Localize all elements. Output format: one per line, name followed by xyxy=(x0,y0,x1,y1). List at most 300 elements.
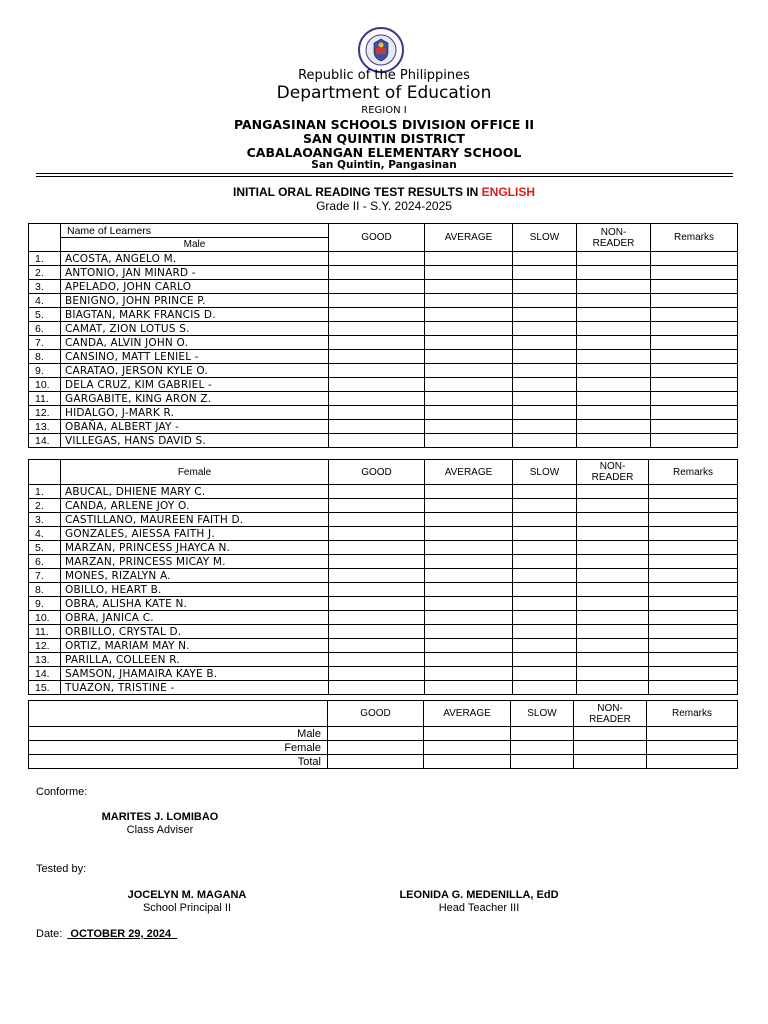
remarks-cell xyxy=(651,294,738,308)
good-cell xyxy=(329,681,425,695)
average-header: AVERAGE xyxy=(425,224,513,252)
table-row xyxy=(29,499,738,513)
summary-row xyxy=(29,741,738,755)
date-row xyxy=(36,928,177,940)
non-reader-cell xyxy=(577,294,651,308)
slow-cell xyxy=(513,392,577,406)
average-header: AVERAGE xyxy=(425,460,513,485)
learner-name: CANSINO, MATT LENIEL - xyxy=(61,350,329,364)
average-cell xyxy=(425,667,513,681)
remarks-cell xyxy=(651,406,738,420)
table-row xyxy=(29,667,738,681)
table-row xyxy=(29,681,738,695)
average-cell xyxy=(425,294,513,308)
slow-cell xyxy=(513,420,577,434)
good-cell xyxy=(329,406,425,420)
good-cell xyxy=(329,350,425,364)
good-cell xyxy=(329,583,425,597)
average-cell xyxy=(425,597,513,611)
tested-by-label: Tested by: xyxy=(36,863,87,875)
non-reader-cell xyxy=(577,420,651,434)
good-header: GOOD xyxy=(329,224,425,252)
learner-name: ABUCAL, DHIENE MARY C. xyxy=(61,485,329,499)
slow-cell xyxy=(513,406,577,420)
non-reader-cell xyxy=(574,755,647,769)
good-cell xyxy=(328,741,424,755)
average-cell xyxy=(425,406,513,420)
table-row xyxy=(29,420,738,434)
table-row xyxy=(29,485,738,499)
good-cell xyxy=(329,611,425,625)
non-reader-cell xyxy=(577,392,651,406)
learner-name: VILLEGAS, HANS DAVID S. xyxy=(61,434,329,448)
learner-number: 7. xyxy=(29,336,61,350)
male-learners-table xyxy=(28,223,738,448)
remarks-cell xyxy=(649,597,738,611)
remarks-cell xyxy=(649,583,738,597)
good-cell xyxy=(329,392,425,406)
learner-number: 8. xyxy=(29,350,61,364)
remarks-header: Remarks xyxy=(647,701,738,727)
learner-number: 5. xyxy=(29,308,61,322)
header-divider-2 xyxy=(36,176,733,177)
learner-name: MARZAN, PRINCESS JHAYCA N. xyxy=(61,541,329,555)
learner-name: CANDA, ARLENE JOY O. xyxy=(61,499,329,513)
non-reader-cell xyxy=(577,308,651,322)
non-reader-cell xyxy=(574,741,647,755)
average-cell xyxy=(424,741,511,755)
good-cell xyxy=(329,485,425,499)
remarks-cell xyxy=(651,336,738,350)
good-cell xyxy=(329,378,425,392)
learner-number: 10. xyxy=(29,611,61,625)
principal-title: School Principal II xyxy=(142,902,232,914)
learner-number: 2. xyxy=(29,266,61,280)
learner-name: OBAÑA, ALBERT JAY - xyxy=(61,420,329,434)
non-reader-cell xyxy=(577,266,651,280)
average-cell xyxy=(425,513,513,527)
slow-cell xyxy=(513,583,577,597)
head-teacher-name: LEONIDA G. MEDENILLA, EdD xyxy=(399,889,559,901)
remarks-cell xyxy=(651,308,738,322)
header-blank xyxy=(29,460,61,485)
learner-name: OBRA, JANICA C. xyxy=(61,611,329,625)
non-reader-cell xyxy=(577,336,651,350)
remarks-cell xyxy=(647,727,738,741)
republic-label: Republic of the Philippines xyxy=(298,68,470,83)
learner-number: 12. xyxy=(29,406,61,420)
slow-cell xyxy=(513,513,577,527)
slow-header: SLOW xyxy=(511,701,574,727)
slow-cell xyxy=(513,569,577,583)
good-cell xyxy=(329,653,425,667)
slow-cell xyxy=(513,364,577,378)
remarks-cell xyxy=(651,252,738,266)
remarks-cell xyxy=(651,322,738,336)
good-cell xyxy=(329,527,425,541)
district-label: SAN QUINTIN DISTRICT xyxy=(303,131,465,146)
male-header: Male xyxy=(61,238,329,252)
non-reader-cell xyxy=(577,252,651,266)
school-label: CABALAOANGAN ELEMENTARY SCHOOL xyxy=(246,145,522,160)
learner-name: BENIGNO, JOHN PRINCE P. xyxy=(61,294,329,308)
non-reader-cell xyxy=(577,639,649,653)
table-row xyxy=(29,555,738,569)
summary-row-label: Male xyxy=(29,727,328,741)
header-divider xyxy=(36,173,733,174)
learner-number: 4. xyxy=(29,527,61,541)
summary-table xyxy=(28,700,738,769)
good-cell xyxy=(329,513,425,527)
slow-cell xyxy=(513,499,577,513)
good-cell xyxy=(329,280,425,294)
learner-number: 7. xyxy=(29,569,61,583)
slow-cell xyxy=(513,308,577,322)
remarks-cell xyxy=(649,569,738,583)
slow-cell xyxy=(513,681,577,695)
grade-sy-label: Grade II - S.Y. 2024-2025 xyxy=(316,199,452,213)
good-cell xyxy=(329,625,425,639)
learner-number: 11. xyxy=(29,625,61,639)
learner-name: OBILLO, HEART B. xyxy=(61,583,329,597)
learner-name: MONES, RIZALYN A. xyxy=(61,569,329,583)
learner-name: DELA CRUZ, KIM GABRIEL - xyxy=(61,378,329,392)
average-cell xyxy=(425,681,513,695)
average-cell xyxy=(425,653,513,667)
table-row xyxy=(29,280,738,294)
average-cell xyxy=(424,755,511,769)
learner-name: PARILLA, COLLEEN R. xyxy=(61,653,329,667)
non-reader-cell xyxy=(577,527,649,541)
slow-cell xyxy=(513,350,577,364)
remarks-cell xyxy=(649,485,738,499)
title-prefix: INITIAL ORAL READING TEST RESULTS IN xyxy=(232,185,482,199)
head-teacher-title: Head Teacher III xyxy=(438,902,520,914)
remarks-cell xyxy=(651,280,738,294)
remarks-cell xyxy=(649,625,738,639)
good-cell xyxy=(328,727,424,741)
good-cell xyxy=(329,499,425,513)
good-cell xyxy=(329,569,425,583)
learner-name: GONZALES, AIESSA FAITH J. xyxy=(61,527,329,541)
slow-cell xyxy=(513,266,577,280)
average-cell xyxy=(425,322,513,336)
adviser-name: MARITES J. LOMIBAO xyxy=(101,811,219,823)
slow-cell xyxy=(513,555,577,569)
slow-cell xyxy=(513,667,577,681)
table-row xyxy=(29,625,738,639)
learner-name: GARGABITE, KING ARON Z. xyxy=(61,392,329,406)
non-reader-cell xyxy=(577,667,649,681)
slow-cell xyxy=(513,252,577,266)
remarks-cell xyxy=(651,364,738,378)
non-reader-cell xyxy=(577,583,649,597)
learner-number: 13. xyxy=(29,420,61,434)
good-cell xyxy=(329,597,425,611)
average-cell xyxy=(425,583,513,597)
remarks-cell xyxy=(649,499,738,513)
average-cell xyxy=(425,527,513,541)
department-label: Department of Education xyxy=(276,83,492,103)
good-cell xyxy=(329,322,425,336)
good-cell xyxy=(329,541,425,555)
learner-name: SAMSON, JHAMAIRA KAYE B. xyxy=(61,667,329,681)
slow-cell xyxy=(511,741,574,755)
page-title xyxy=(0,185,768,199)
average-cell xyxy=(425,569,513,583)
address-label: San Quintin, Pangasinan xyxy=(311,159,457,171)
learner-number: 9. xyxy=(29,364,61,378)
slow-cell xyxy=(513,378,577,392)
average-cell xyxy=(425,378,513,392)
average-cell xyxy=(425,392,513,406)
non-reader-cell xyxy=(577,653,649,667)
learner-number: 8. xyxy=(29,583,61,597)
deped-seal-icon xyxy=(350,26,412,74)
slow-cell xyxy=(513,294,577,308)
principal-name: JOCELYN M. MAGANA xyxy=(127,889,247,901)
table-row xyxy=(29,583,738,597)
average-cell xyxy=(425,541,513,555)
learner-name: HIDALGO, J-MARK R. xyxy=(61,406,329,420)
good-cell xyxy=(329,252,425,266)
date-value xyxy=(67,928,177,940)
remarks-cell xyxy=(649,667,738,681)
non-reader-header: NON- READER xyxy=(577,460,649,485)
non-reader-cell xyxy=(577,322,651,336)
average-header: AVERAGE xyxy=(424,701,511,727)
good-cell xyxy=(329,364,425,378)
name-of-learners-header: Name of Learners xyxy=(61,224,329,238)
learner-number: 6. xyxy=(29,555,61,569)
non-reader-cell xyxy=(577,611,649,625)
remarks-cell xyxy=(651,392,738,406)
header-blank xyxy=(29,224,61,252)
learner-name: ANTONIO, JAN MINARD - xyxy=(61,266,329,280)
learner-number: 3. xyxy=(29,513,61,527)
table-row xyxy=(29,434,738,448)
slow-cell xyxy=(511,727,574,741)
average-cell xyxy=(425,266,513,280)
slow-header: SLOW xyxy=(513,460,577,485)
table-row xyxy=(29,322,738,336)
table-row xyxy=(29,378,738,392)
remarks-cell xyxy=(649,681,738,695)
remarks-cell xyxy=(651,434,738,448)
table-row xyxy=(29,639,738,653)
non-reader-cell xyxy=(577,541,649,555)
date-text: OCTOBER 29, 2024 xyxy=(70,928,172,940)
non-reader-cell xyxy=(577,364,651,378)
table-row xyxy=(29,653,738,667)
remarks-cell xyxy=(649,653,738,667)
good-cell xyxy=(329,639,425,653)
conforme-label: Conforme: xyxy=(36,786,88,798)
learner-number: 14. xyxy=(29,667,61,681)
remarks-cell xyxy=(651,266,738,280)
table-row xyxy=(29,611,738,625)
table-row xyxy=(29,392,738,406)
average-cell xyxy=(425,364,513,378)
region-label: REGION I xyxy=(361,105,407,116)
non-reader-cell xyxy=(577,434,651,448)
non-reader-cell xyxy=(577,499,649,513)
female-learners-table xyxy=(28,459,738,695)
good-cell xyxy=(329,336,425,350)
slow-cell xyxy=(511,755,574,769)
learner-name: ORTIZ, MARIAM MAY N. xyxy=(61,639,329,653)
learner-name: ACOSTA, ANGELO M. xyxy=(61,252,329,266)
remarks-cell xyxy=(651,420,738,434)
learner-number: 13. xyxy=(29,653,61,667)
learner-number: 2. xyxy=(29,499,61,513)
adviser-title: Class Adviser xyxy=(126,824,194,836)
table-row xyxy=(29,541,738,555)
average-cell xyxy=(425,280,513,294)
good-cell xyxy=(329,420,425,434)
average-cell xyxy=(425,499,513,513)
average-cell xyxy=(425,350,513,364)
remarks-header: Remarks xyxy=(649,460,738,485)
good-header: GOOD xyxy=(328,701,424,727)
average-cell xyxy=(425,252,513,266)
summary-row xyxy=(29,755,738,769)
date-label: Date: xyxy=(36,928,63,940)
average-cell xyxy=(425,625,513,639)
table-row xyxy=(29,513,738,527)
good-cell xyxy=(329,667,425,681)
non-reader-cell xyxy=(577,406,651,420)
non-reader-header: NON- READER xyxy=(574,701,647,727)
average-cell xyxy=(425,336,513,350)
learner-name: MARZAN, PRINCESS MICAY M. xyxy=(61,555,329,569)
average-cell xyxy=(425,555,513,569)
summary-row-label: Total xyxy=(29,755,328,769)
learner-name: CANDA, ALVIN JOHN O. xyxy=(61,336,329,350)
remarks-cell xyxy=(647,755,738,769)
slow-cell xyxy=(513,336,577,350)
learner-number: 1. xyxy=(29,485,61,499)
non-reader-cell xyxy=(577,350,651,364)
header-blank xyxy=(29,701,328,727)
non-reader-cell xyxy=(577,280,651,294)
average-cell xyxy=(425,308,513,322)
learner-number: 4. xyxy=(29,294,61,308)
learner-number: 9. xyxy=(29,597,61,611)
learner-number: 11. xyxy=(29,392,61,406)
non-reader-cell xyxy=(577,513,649,527)
table-row xyxy=(29,350,738,364)
slow-cell xyxy=(513,527,577,541)
learner-number: 10. xyxy=(29,378,61,392)
summary-row xyxy=(29,727,738,741)
remarks-cell xyxy=(649,527,738,541)
slow-header: SLOW xyxy=(513,224,577,252)
summary-row-label: Female xyxy=(29,741,328,755)
slow-cell xyxy=(513,625,577,639)
learner-name: CAMAT, ZION LOTUS S. xyxy=(61,322,329,336)
table-row xyxy=(29,364,738,378)
good-cell xyxy=(328,755,424,769)
non-reader-cell xyxy=(577,569,649,583)
learner-name: CARATAO, JERSON KYLE O. xyxy=(61,364,329,378)
learner-name: ORBILLO, CRYSTAL D. xyxy=(61,625,329,639)
average-cell xyxy=(425,485,513,499)
non-reader-cell xyxy=(577,378,651,392)
slow-cell xyxy=(513,485,577,499)
average-cell xyxy=(425,420,513,434)
good-cell xyxy=(329,434,425,448)
non-reader-cell xyxy=(577,597,649,611)
learner-name: APELADO, JOHN CARLO xyxy=(61,280,329,294)
remarks-cell xyxy=(649,555,738,569)
learner-number: 3. xyxy=(29,280,61,294)
table-row xyxy=(29,597,738,611)
remarks-cell xyxy=(649,611,738,625)
slow-cell xyxy=(513,639,577,653)
good-cell xyxy=(329,294,425,308)
slow-cell xyxy=(513,611,577,625)
average-cell xyxy=(425,639,513,653)
non-reader-header: NON- READER xyxy=(577,224,651,252)
table-row xyxy=(29,252,738,266)
learner-name: BIAGTAN, MARK FRANCIS D. xyxy=(61,308,329,322)
average-cell xyxy=(425,611,513,625)
table-row xyxy=(29,527,738,541)
slow-cell xyxy=(513,322,577,336)
learner-name: OBRA, ALISHA KATE N. xyxy=(61,597,329,611)
remarks-cell xyxy=(651,378,738,392)
table-row xyxy=(29,266,738,280)
learner-number: 14. xyxy=(29,434,61,448)
remarks-cell xyxy=(649,541,738,555)
division-label: PANGASINAN SCHOOLS DIVISION OFFICE II xyxy=(233,117,535,132)
slow-cell xyxy=(513,653,577,667)
good-header: GOOD xyxy=(329,460,425,485)
learner-name: CASTILLANO, MAUREEN FAITH D. xyxy=(61,513,329,527)
remarks-cell xyxy=(649,513,738,527)
slow-cell xyxy=(513,280,577,294)
non-reader-cell xyxy=(577,555,649,569)
table-row xyxy=(29,569,738,583)
slow-cell xyxy=(513,597,577,611)
average-cell xyxy=(424,727,511,741)
average-cell xyxy=(425,434,513,448)
non-reader-cell xyxy=(574,727,647,741)
remarks-header: Remarks xyxy=(651,224,738,252)
learner-number: 5. xyxy=(29,541,61,555)
learner-number: 15. xyxy=(29,681,61,695)
non-reader-cell xyxy=(577,625,649,639)
good-cell xyxy=(329,555,425,569)
non-reader-cell xyxy=(577,485,649,499)
remarks-cell xyxy=(649,639,738,653)
slow-cell xyxy=(513,434,577,448)
learner-number: 12. xyxy=(29,639,61,653)
non-reader-cell xyxy=(577,681,649,695)
table-row xyxy=(29,308,738,322)
learner-number: 1. xyxy=(29,252,61,266)
slow-cell xyxy=(513,541,577,555)
good-cell xyxy=(329,266,425,280)
table-row xyxy=(29,406,738,420)
learner-name: TUAZON, TRISTINE - xyxy=(61,681,329,695)
table-row xyxy=(29,336,738,350)
learner-number: 6. xyxy=(29,322,61,336)
remarks-cell xyxy=(651,350,738,364)
title-subject: ENGLISH xyxy=(481,185,536,199)
table-row xyxy=(29,294,738,308)
